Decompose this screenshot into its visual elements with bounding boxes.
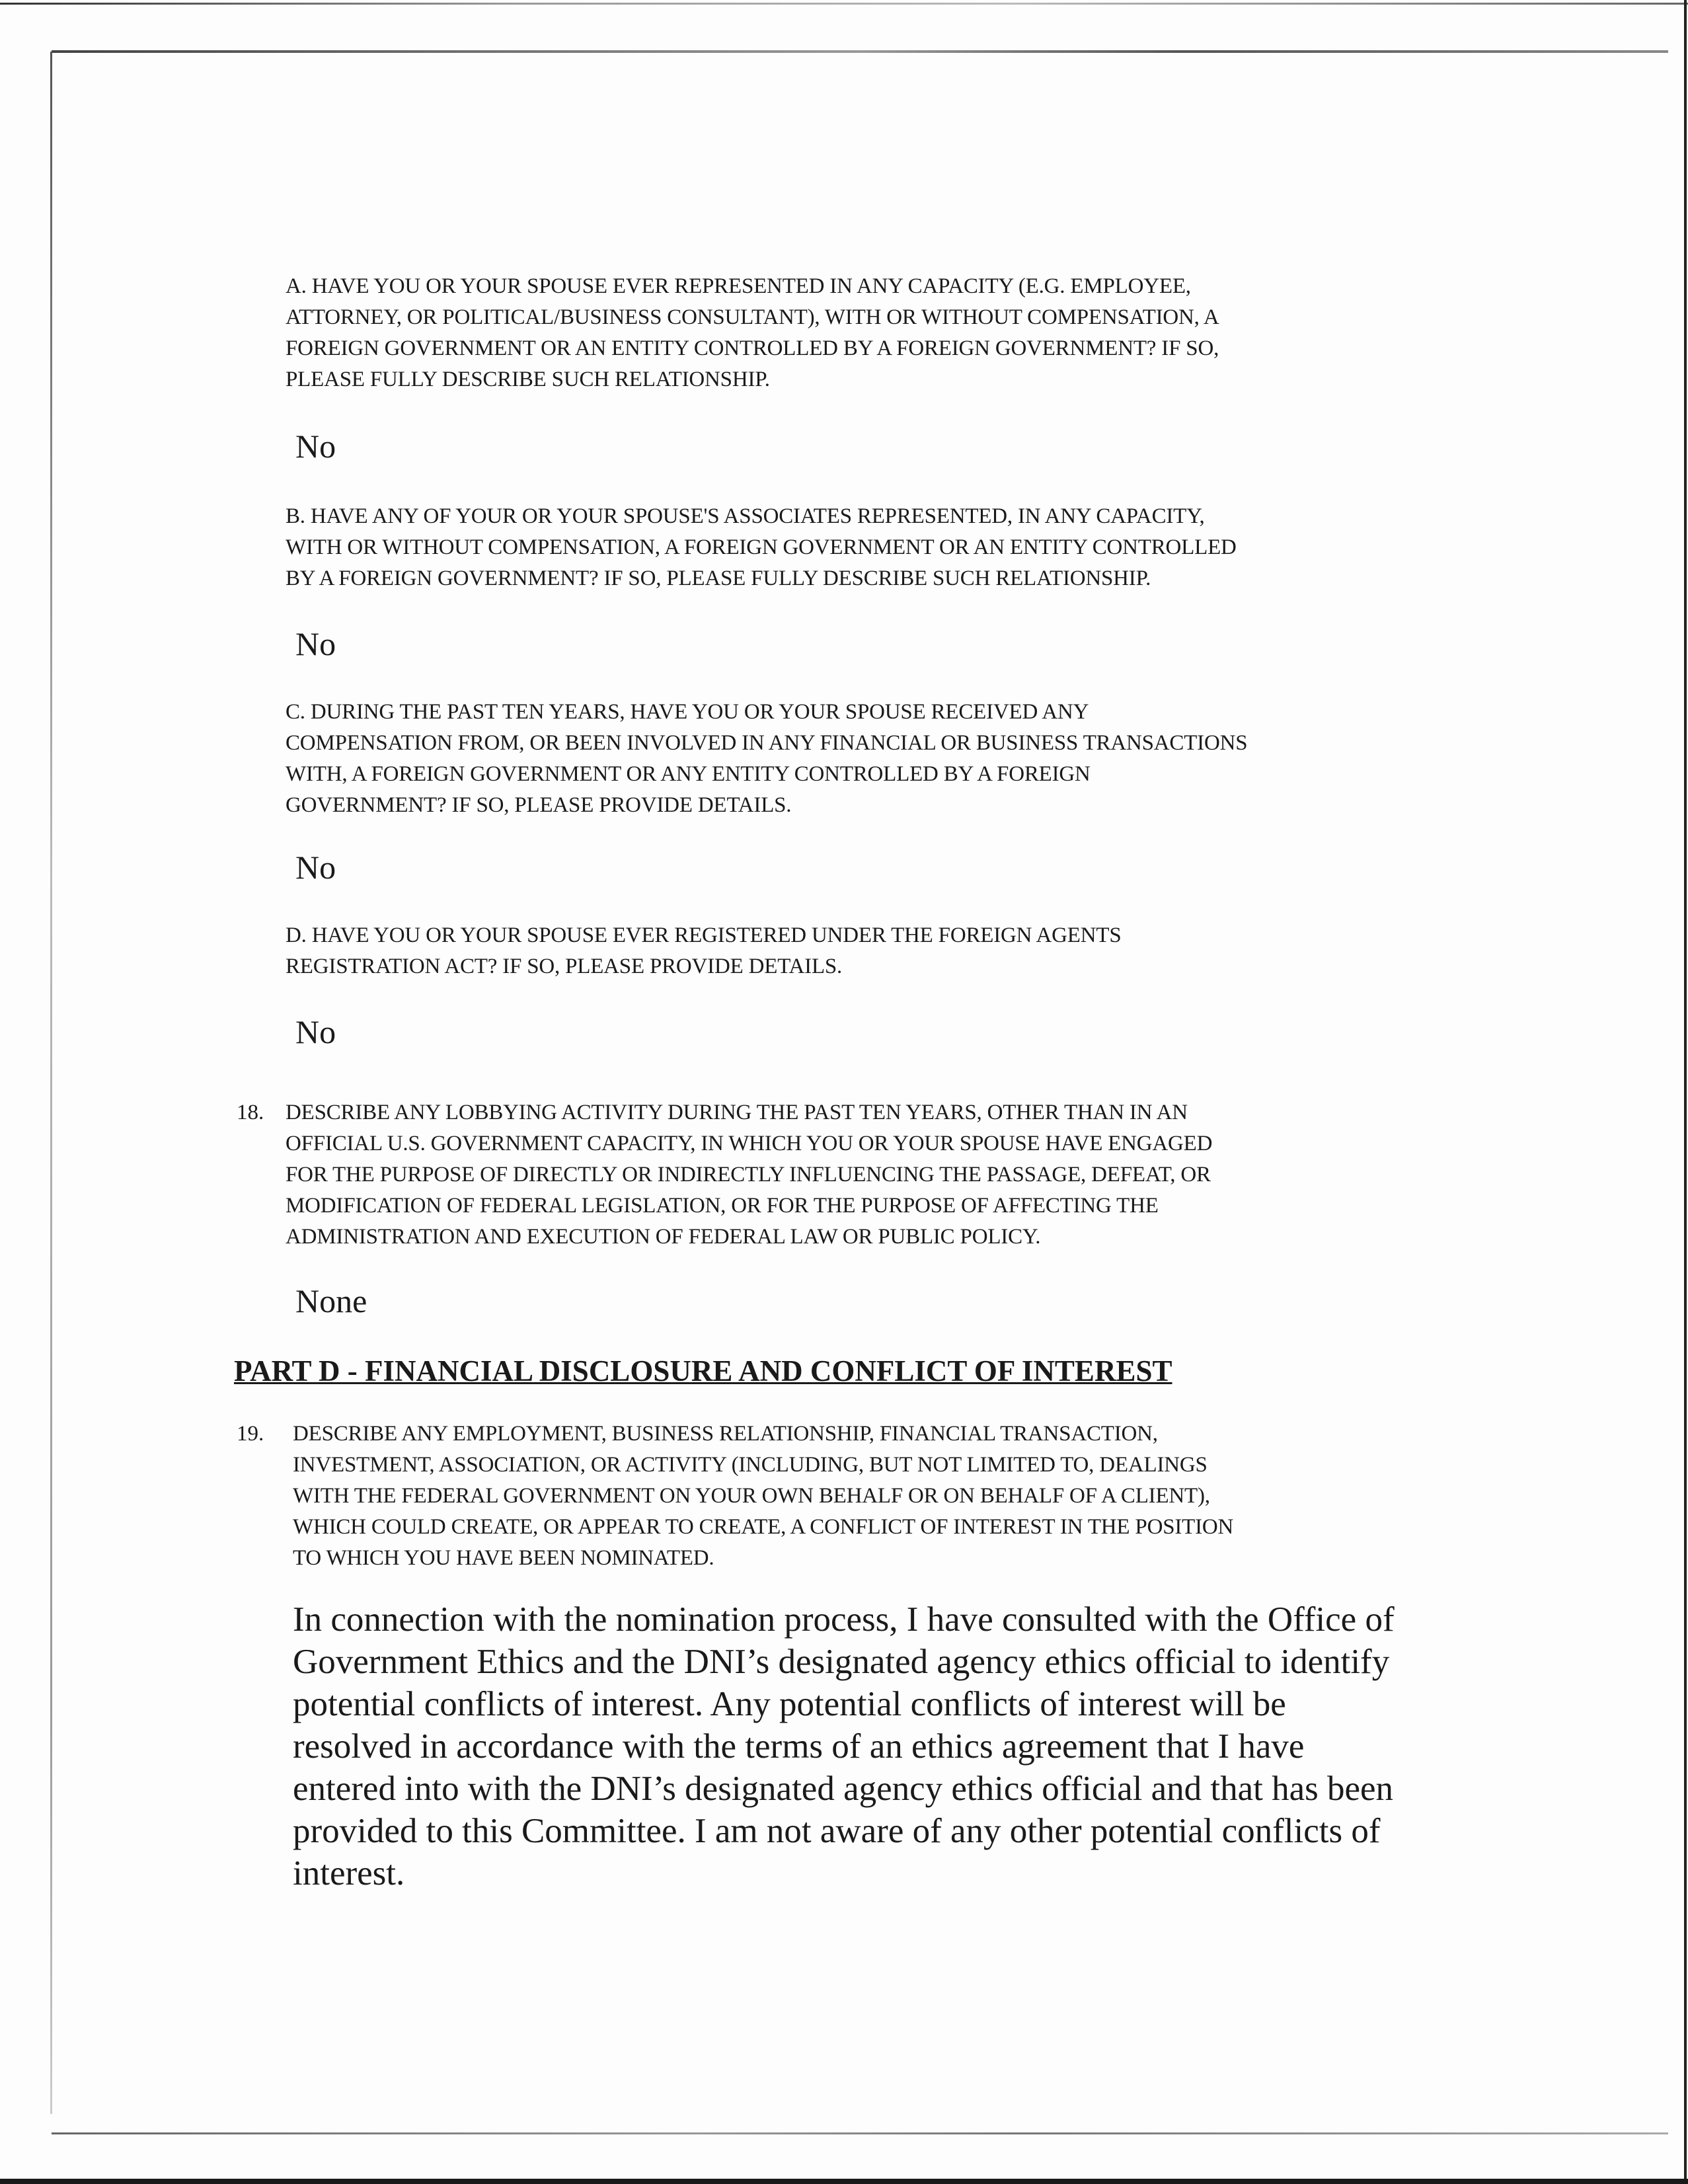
page-edge-top [0, 3, 1688, 5]
question-19 [293, 1419, 1233, 1574]
frame-bottom-rule [52, 2132, 1668, 2134]
answer-19 [293, 1598, 1395, 1894]
question-c [286, 697, 1247, 821]
page-edge-right [1684, 0, 1687, 2184]
answer-18: None [295, 1282, 367, 1319]
question-19-number: 19. [237, 1422, 264, 1446]
question-line: DESCRIBE ANY LOBBYING ACTIVITY DURING THE PAST TEN YEARS, OTHER THAN IN AN [286, 1101, 1188, 1124]
question-line: DESCRIBE ANY EMPLOYMENT, BUSINESS RELATIONSHIP, FINANCIAL TRANSACTION, [293, 1422, 1158, 1446]
question-line: OFFICIAL U.S. GOVERNMENT CAPACITY, IN WHICH YOU OR YOUR SPOUSE HAVE ENGAGED [286, 1132, 1213, 1155]
answer-line: entered into with the DNI’s designated agency ethics official and that has been [293, 1770, 1394, 1808]
question-line: C. DURING THE PAST TEN YEARS, HAVE YOU OR YOUR SPOUSE RECEIVED ANY [286, 700, 1089, 724]
question-line: PLEASE FULLY DESCRIBE SUCH RELATIONSHIP. [286, 368, 770, 391]
answer-line: potential conflicts of interest. Any potential conflicts of interest will be [293, 1685, 1286, 1723]
question-line: WITH OR WITHOUT COMPENSATION, A FOREIGN GOVERNMENT OR AN ENTITY CONTROLLED [286, 535, 1237, 559]
question-line: INVESTMENT, ASSOCIATION, OR ACTIVITY (INCLUDING, BUT NOT LIMITED TO, DEALINGS [293, 1453, 1208, 1477]
question-line: MODIFICATION OF FEDERAL LEGISLATION, OR FOR THE PURPOSE OF AFFECTING THE [286, 1194, 1159, 1218]
question-line: FOR THE PURPOSE OF DIRECTLY OR INDIRECTLY INFLUENCING THE PASSAGE, DEFEAT, OR [286, 1163, 1211, 1187]
answer-line: provided to this Committee. I am not aware of any other potential conflicts of [293, 1812, 1381, 1850]
answer-d: No [295, 1013, 336, 1050]
frame-top-rule [52, 50, 1668, 53]
question-line: WITH, A FOREIGN GOVERNMENT OR ANY ENTITY CONTROLLED BY A FOREIGN [286, 762, 1091, 786]
question-18-number: 18. [237, 1101, 264, 1124]
question-line: WHICH COULD CREATE, OR APPEAR TO CREATE, A CONFLICT OF INTEREST IN THE POSITION [293, 1515, 1234, 1539]
question-a [286, 271, 1219, 395]
question-b [286, 501, 1237, 594]
page-edge-bottom [0, 2179, 1688, 2184]
answer-line: Government Ethics and the DNI’s designated agency ethics official to identify [293, 1643, 1390, 1681]
question-line: TO WHICH YOU HAVE BEEN NOMINATED. [293, 1546, 714, 1570]
question-line: ADMINISTRATION AND EXECUTION OF FEDERAL LAW OR PUBLIC POLICY. [286, 1225, 1041, 1249]
answer-line: resolved in accordance with the terms of an ethics agreement that I have [293, 1727, 1305, 1766]
question-line: REGISTRATION ACT? IF SO, PLEASE PROVIDE DETAILS. [286, 955, 843, 978]
question-18 [286, 1097, 1212, 1253]
question-line: FOREIGN GOVERNMENT OR AN ENTITY CONTROLLED BY A FOREIGN GOVERNMENT? IF SO, [286, 336, 1219, 360]
question-line: COMPENSATION FROM, OR BEEN INVOLVED IN ANY FINANCIAL OR BUSINESS TRANSACTIONS [286, 731, 1248, 755]
answer-c: No [295, 849, 336, 886]
question-line: GOVERNMENT? IF SO, PLEASE PROVIDE DETAILS. [286, 793, 792, 817]
question-line: D. HAVE YOU OR YOUR SPOUSE EVER REGISTERED UNDER THE FOREIGN AGENTS [286, 923, 1122, 947]
answer-b: No [295, 625, 336, 662]
question-line: WITH THE FEDERAL GOVERNMENT ON YOUR OWN BEHALF OR ON BEHALF OF A CLIENT), [293, 1484, 1210, 1508]
question-line: BY A FOREIGN GOVERNMENT? IF SO, PLEASE FULLY DESCRIBE SUCH RELATIONSHIP. [286, 566, 1151, 590]
question-line: A. HAVE YOU OR YOUR SPOUSE EVER REPRESENTED IN ANY CAPACITY (E.G. EMPLOYEE, [286, 274, 1191, 298]
question-line: B. HAVE ANY OF YOUR OR YOUR SPOUSE'S ASSOCIATES REPRESENTED, IN ANY CAPACITY, [286, 504, 1205, 528]
question-line: ATTORNEY, OR POLITICAL/BUSINESS CONSULTANT), WITH OR WITHOUT COMPENSATION, A [286, 305, 1219, 329]
answer-line: In connection with the nomination process, I have consulted with the Office of [293, 1600, 1395, 1639]
answer-a: No [295, 428, 336, 465]
question-d [286, 920, 1121, 982]
section-heading-part-d: PART D - FINANCIAL DISCLOSURE AND CONFLICT OF INTEREST [234, 1354, 1172, 1387]
answer-line: interest. [293, 1854, 405, 1892]
frame-left-rule [50, 52, 52, 2114]
